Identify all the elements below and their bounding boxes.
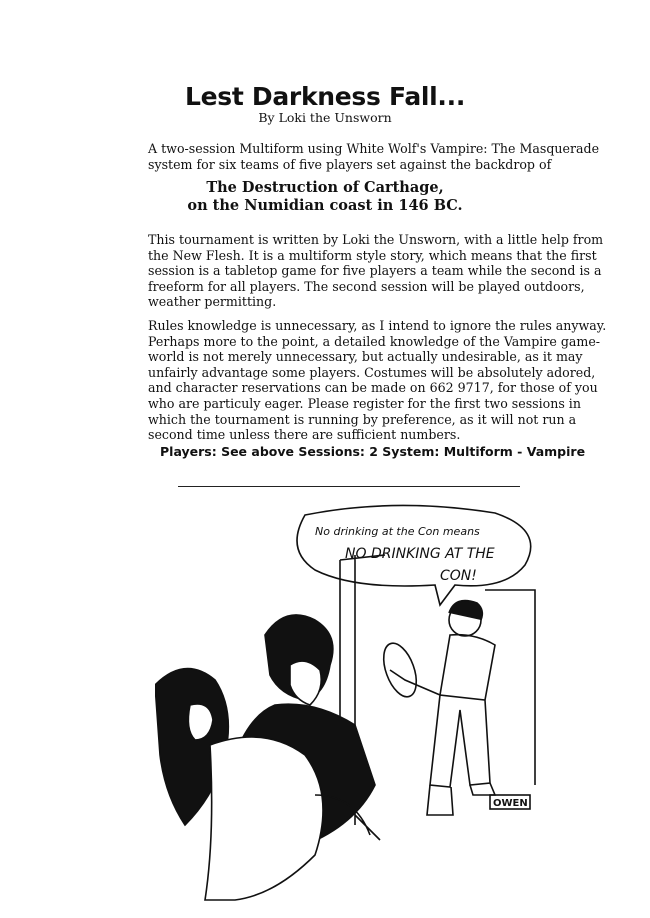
text-line: A two-session Multiform using White Wolf's Vampire: The Masquerade [148, 141, 600, 156]
text-line: who are particuly eager. Please register for the first two sessions in [148, 395, 581, 411]
text-line: the New Flesh. It is a multiform style story, which means that the first [148, 247, 597, 263]
bouncer-hair [449, 601, 482, 620]
heading-line: The Destruction of Carthage, [206, 179, 444, 196]
tournament-info: Players: See above Sessions: 2 System: Multiform - Vampire [160, 444, 586, 459]
bouncer-body [430, 635, 495, 787]
text-line: This tournament is written by Loki the Unsworn, with a little help from [148, 232, 604, 247]
speech-text-big: NO DRINKING AT THE [345, 546, 495, 562]
boot [377, 639, 422, 701]
text-line: freeform for all players. The second session will be played outdoors, [148, 278, 585, 294]
cartoon-illustration [155, 495, 555, 905]
text-line: which the tournament is running by preference, as it will not run a [148, 411, 577, 427]
text-line: world is not merely unnecessary, but actually undesirable, as it may [148, 349, 583, 365]
page-title: Lest Darkness Fall... [184, 82, 466, 111]
paragraph-1 [148, 232, 604, 310]
paragraph-2 [148, 318, 607, 443]
text-line: weather permitting. [148, 294, 277, 310]
text-line: Rules knowledge is unnecessary, as I intend to ignore the rules anyway. [148, 318, 607, 333]
section-heading [0, 179, 650, 215]
vampire-face [290, 661, 321, 705]
text-line: system for six teams of five players set against the backdrop of [148, 156, 552, 172]
text-line: and character reservations can be made on 662 9717, for those of you [148, 380, 598, 396]
woman-body [205, 737, 323, 900]
heading-line: on the Numidian coast in 146 BC. [187, 197, 463, 214]
text-line: unfairly advantage some players. Costumes will be absolutely adored, [148, 364, 596, 380]
text-line: session is a tabletop game for five players a team while the second is a [148, 263, 602, 279]
speech-text-small: No drinking at the Con means [315, 525, 480, 538]
text-line: Perhaps more to the point, a detailed knowledge of the Vampire game- [148, 333, 601, 349]
speech-text-big-2: CON! [440, 568, 477, 584]
text-line: second time unless there are sufficient numbers. [148, 427, 461, 443]
intro-paragraph [148, 141, 600, 172]
divider [178, 486, 520, 487]
artist-signature: OWEN [493, 798, 528, 809]
byline: By Loki the Unsworn [258, 110, 392, 125]
